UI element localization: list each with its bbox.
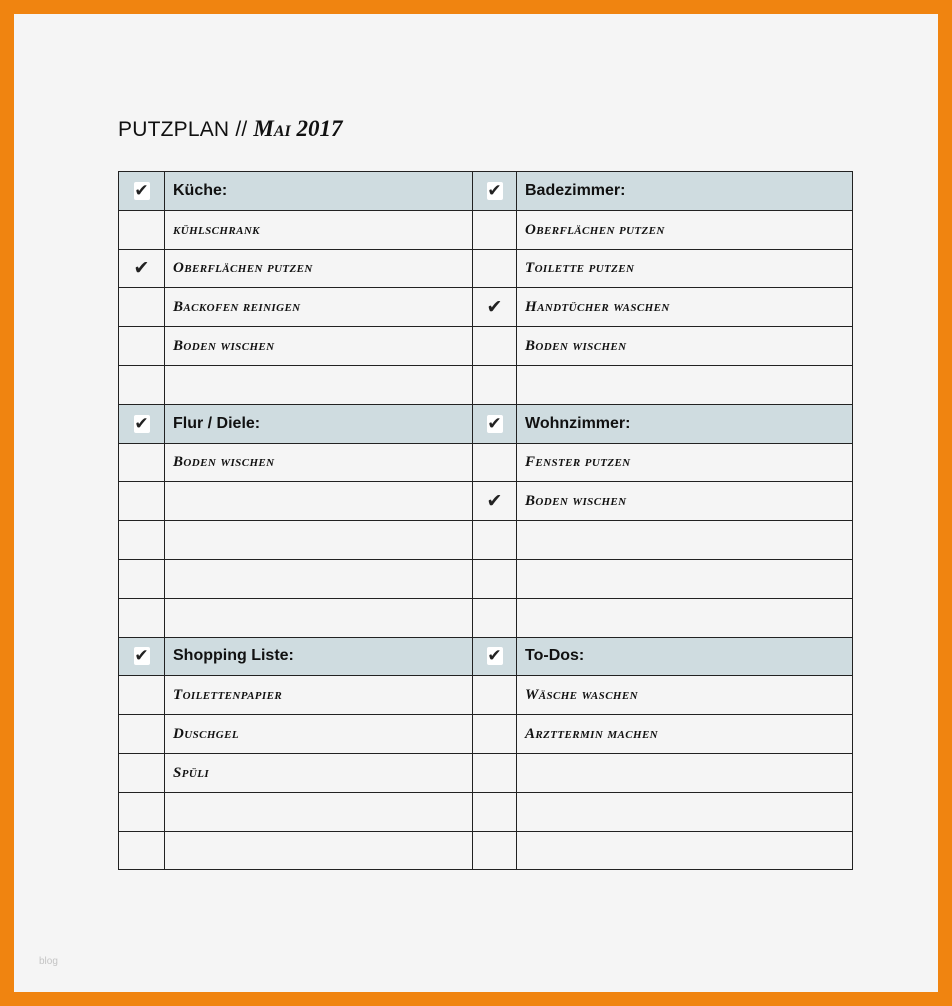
task-checkbox[interactable]	[473, 792, 517, 831]
task-item: Oberflächen putzen	[525, 221, 665, 238]
task-checkbox[interactable]	[473, 327, 517, 366]
task-checkbox[interactable]	[119, 482, 165, 521]
table-row	[119, 676, 853, 715]
task-item: kühlschrank	[173, 221, 260, 238]
task-checkbox[interactable]	[473, 753, 517, 792]
task-checkbox[interactable]	[119, 327, 165, 366]
task-checkbox[interactable]	[473, 559, 517, 598]
empty-cell[interactable]	[165, 482, 473, 521]
task-checkbox[interactable]	[119, 715, 165, 754]
table-row	[119, 753, 853, 792]
check-icon: ✔	[134, 413, 149, 433]
task-item: Boden wischen	[525, 338, 627, 355]
task-item: Boden wischen	[525, 493, 627, 510]
empty-cell[interactable]	[517, 831, 853, 870]
table-row	[119, 249, 853, 288]
empty-cell[interactable]	[517, 365, 853, 404]
task-checkbox[interactable]	[473, 598, 517, 637]
task-checkbox[interactable]	[119, 365, 165, 404]
task-checkbox[interactable]	[473, 715, 517, 754]
cleaning-plan-table	[118, 171, 853, 870]
task-checkbox[interactable]	[119, 249, 165, 288]
empty-cell[interactable]	[517, 792, 853, 831]
page-title	[118, 116, 343, 142]
empty-cell[interactable]	[517, 559, 853, 598]
check-icon: ✔	[487, 413, 502, 433]
table-row	[119, 288, 853, 327]
watermark: blog	[39, 956, 58, 967]
section-header-row	[119, 172, 853, 211]
section-label-flur: Flur / Diele:	[173, 414, 261, 432]
task-checkbox[interactable]	[473, 521, 517, 560]
header-checkbox-badezimmer[interactable]	[473, 172, 517, 211]
task-checkbox[interactable]	[119, 598, 165, 637]
table-row	[119, 327, 853, 366]
table-row-empty	[119, 559, 853, 598]
task-checkbox[interactable]	[119, 443, 165, 482]
header-checkbox-kueche[interactable]	[119, 172, 165, 211]
empty-cell[interactable]	[165, 831, 473, 870]
task-item: Toilette putzen	[525, 260, 635, 277]
task-checkbox[interactable]	[119, 792, 165, 831]
task-checkbox[interactable]	[119, 288, 165, 327]
section-header-row	[119, 404, 853, 443]
table-row-empty	[119, 831, 853, 870]
task-checkbox[interactable]	[473, 482, 517, 521]
table-row	[119, 482, 853, 521]
task-item: Boden wischen	[173, 338, 275, 355]
check-icon: ✔	[487, 180, 502, 200]
task-item: Backofen reinigen	[173, 299, 301, 316]
table-row-empty	[119, 792, 853, 831]
task-item: Oberflächen putzen	[173, 260, 313, 277]
table-row-empty	[119, 521, 853, 560]
task-checkbox[interactable]	[119, 676, 165, 715]
empty-cell[interactable]	[517, 598, 853, 637]
check-icon: ✔	[133, 257, 150, 279]
header-checkbox-flur[interactable]	[119, 404, 165, 443]
empty-cell[interactable]	[165, 521, 473, 560]
task-checkbox[interactable]	[473, 210, 517, 249]
check-icon: ✔	[487, 646, 502, 666]
document-page	[14, 14, 938, 992]
task-checkbox[interactable]	[473, 288, 517, 327]
empty-cell[interactable]	[165, 365, 473, 404]
empty-cell[interactable]	[517, 521, 853, 560]
header-checkbox-todos[interactable]	[473, 637, 517, 676]
task-checkbox[interactable]	[119, 210, 165, 249]
check-icon: ✔	[486, 296, 503, 318]
task-checkbox[interactable]	[473, 365, 517, 404]
check-icon: ✔	[486, 490, 503, 512]
task-checkbox[interactable]	[119, 521, 165, 560]
check-icon: ✔	[134, 180, 149, 200]
table-row-empty	[119, 365, 853, 404]
section-label-wohnzimmer: Wohnzimmer:	[525, 414, 631, 432]
table-row	[119, 443, 853, 482]
empty-cell[interactable]	[165, 598, 473, 637]
task-item: Fenster putzen	[525, 454, 631, 471]
task-item: Handtücher waschen	[525, 299, 670, 316]
task-item: Toilettenpapier	[173, 687, 283, 704]
header-checkbox-shopping[interactable]	[119, 637, 165, 676]
section-label-badezimmer: Badezimmer:	[525, 181, 626, 199]
task-item: Spüli	[173, 764, 210, 781]
check-icon: ✔	[134, 646, 149, 666]
section-label-todos: To-Dos:	[525, 647, 585, 665]
empty-cell[interactable]	[517, 753, 853, 792]
task-item: Boden wischen	[173, 454, 275, 471]
section-header-row	[119, 637, 853, 676]
empty-cell[interactable]	[165, 792, 473, 831]
section-label-shopping: Shopping Liste:	[173, 647, 294, 665]
task-checkbox[interactable]	[473, 676, 517, 715]
task-item: Arzttermin machen	[525, 726, 659, 743]
title-main: PUTZPLAN //	[118, 118, 248, 141]
header-checkbox-wohnzimmer[interactable]	[473, 404, 517, 443]
title-month: Mai 2017	[253, 116, 343, 141]
task-checkbox[interactable]	[473, 249, 517, 288]
empty-cell[interactable]	[165, 559, 473, 598]
task-checkbox[interactable]	[119, 559, 165, 598]
task-checkbox[interactable]	[473, 831, 517, 870]
task-item: Wäsche waschen	[525, 687, 638, 704]
section-label-kueche: Küche:	[173, 181, 228, 199]
task-checkbox[interactable]	[119, 753, 165, 792]
table-row	[119, 715, 853, 754]
task-checkbox[interactable]	[119, 831, 165, 870]
table-row-empty	[119, 598, 853, 637]
table-row	[119, 210, 853, 249]
task-item: Duschgel	[173, 726, 239, 743]
task-checkbox[interactable]	[473, 443, 517, 482]
